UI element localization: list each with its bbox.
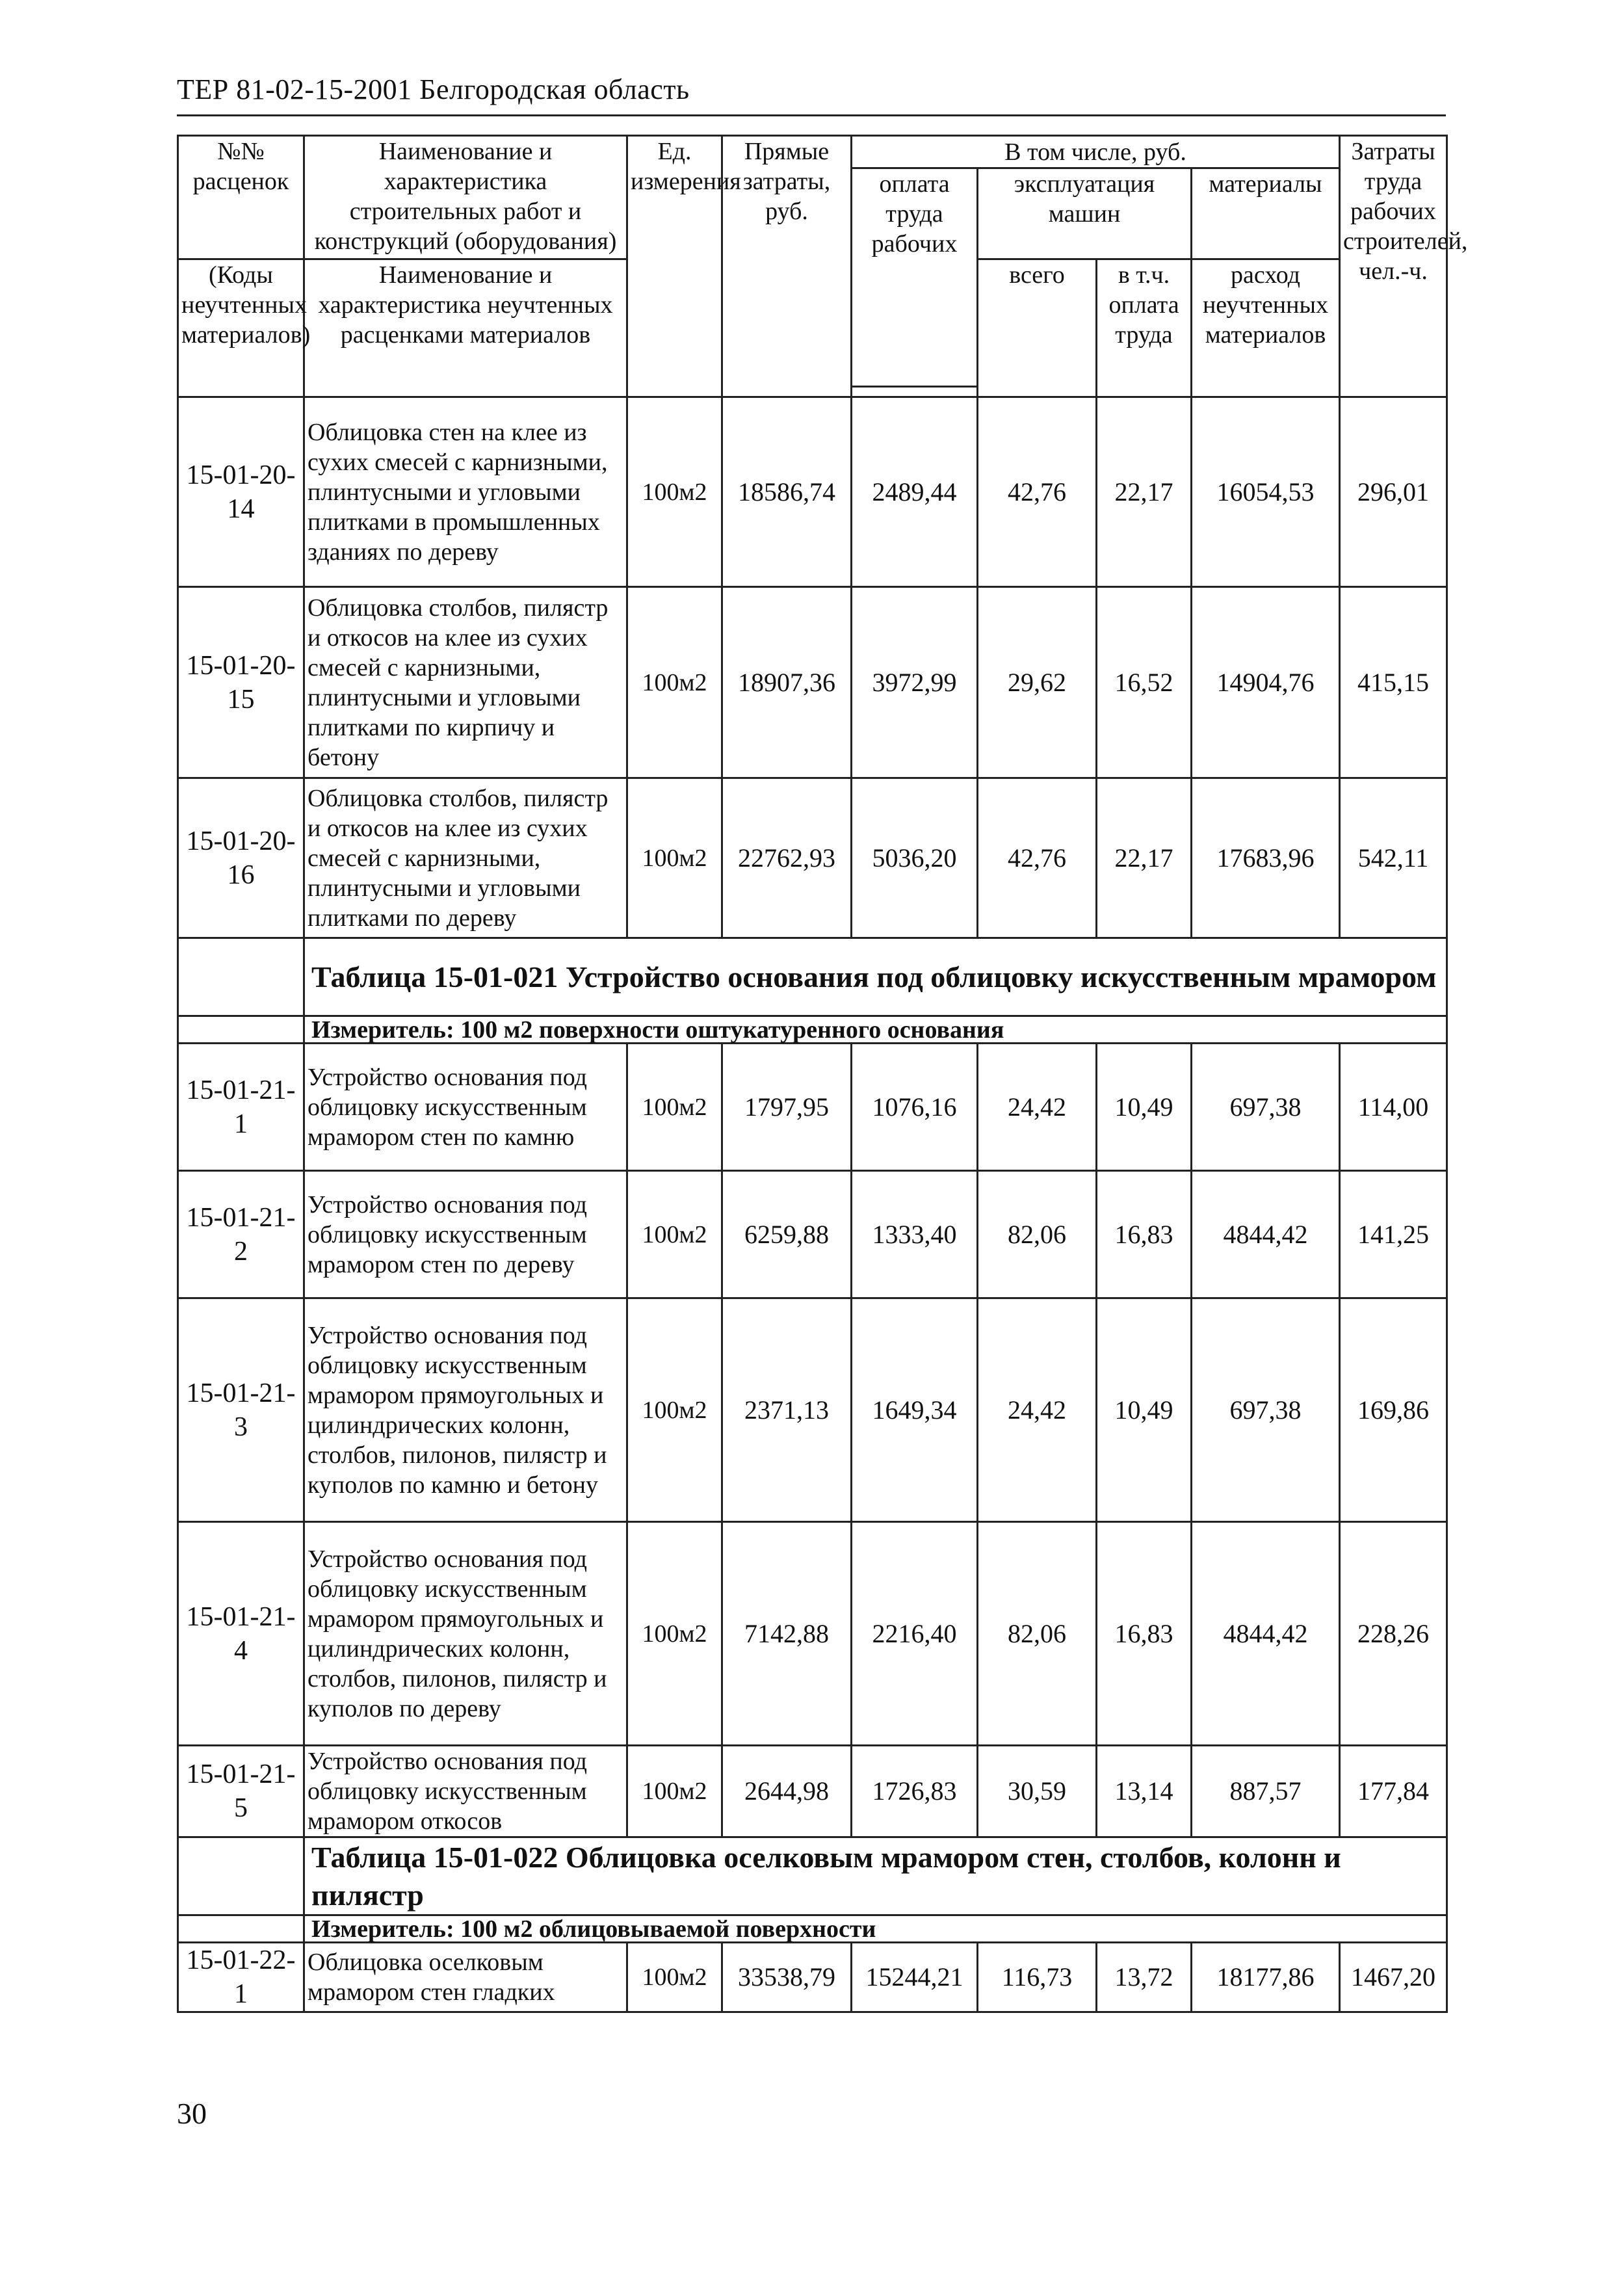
labor-pay: 1076,16	[852, 1044, 978, 1171]
rate-code: 15-01-21-4	[178, 1522, 304, 1746]
unit-of-measure: 100м2	[627, 1746, 722, 1837]
col-labor-header: оплата труда рабочих	[852, 168, 978, 387]
measure-row	[178, 1915, 1447, 1943]
materials-cost: 17683,96	[1192, 778, 1340, 938]
col-machines-total-header: всего	[978, 259, 1097, 397]
col-hours-header: Затраты труда рабочих строителей, чел.-ч.	[1340, 136, 1447, 397]
price-table	[177, 135, 1468, 2013]
labor-hours: 228,26	[1340, 1522, 1447, 1746]
work-name: Устройство основания под облицовку искусственным мрамором прямоугольных и цилиндрических колонн, столбов, пилонов, пилястр и куполов по камню и бетону	[304, 1298, 627, 1522]
direct-costs: 6259,88	[722, 1171, 852, 1298]
labor-hours: 169,86	[1340, 1298, 1447, 1522]
materials-cost: 4844,42	[1192, 1522, 1340, 1746]
unit-of-measure: 100м2	[627, 1298, 722, 1522]
labor-pay: 2489,44	[852, 397, 978, 587]
machines-labor-pay: 13,14	[1097, 1746, 1192, 1837]
machines-labor-pay: 22,17	[1097, 778, 1192, 938]
labor-pay: 5036,20	[852, 778, 978, 938]
col-materials-unaccounted-header: расход неучтенных материалов	[1192, 259, 1340, 397]
rate-code: 15-01-22-1	[178, 1943, 304, 2012]
col-unit-header: Ед. измерения	[627, 136, 722, 397]
col-name-sub-header: Наименование и характеристика неучтенных расценками материалов	[304, 259, 627, 397]
col-code-sub-header: (Коды неучтенных материалов)	[178, 259, 304, 397]
unit-of-measure: 100м2	[627, 1044, 722, 1171]
col-machines-header: эксплуатация машин	[978, 168, 1192, 259]
labor-pay: 3972,99	[852, 587, 978, 778]
table-row	[178, 1171, 1447, 1298]
section-title-row	[178, 938, 1447, 1016]
unit-of-measure: 100м2	[627, 1522, 722, 1746]
labor-pay: 1649,34	[852, 1298, 978, 1522]
section-measure: Измеритель: 100 м2 поверхности оштукатуренного основания	[304, 1016, 1447, 1044]
materials-cost: 697,38	[1192, 1044, 1340, 1171]
unit-of-measure: 100м2	[627, 778, 722, 938]
machines-total: 82,06	[978, 1522, 1097, 1746]
table-row	[178, 1746, 1447, 1837]
col-direct-header: Прямые затраты, руб.	[722, 136, 852, 397]
work-name: Облицовка стен на клее из сухих смесей с карнизными, плинтусными и угловыми плитками в промышленных зданиях по дереву	[304, 397, 627, 587]
section-title-row	[178, 1837, 1447, 1915]
machines-total: 82,06	[978, 1171, 1097, 1298]
labor-pay: 1333,40	[852, 1171, 978, 1298]
labor-pay: 1726,83	[852, 1746, 978, 1837]
labor-hours: 296,01	[1340, 397, 1447, 587]
materials-cost: 4844,42	[1192, 1171, 1340, 1298]
machines-labor-pay: 16,52	[1097, 587, 1192, 778]
direct-costs: 7142,88	[722, 1522, 852, 1746]
col-machines-labor-header: в т.ч. оплата труда	[1097, 259, 1192, 397]
work-name: Устройство основания под облицовку искусственным мрамором стен по камню	[304, 1044, 627, 1171]
col-code-header: №№ расценок	[178, 136, 304, 259]
labor-hours: 177,84	[1340, 1746, 1447, 1837]
machines-total: 42,76	[978, 397, 1097, 587]
section-measure: Измеритель: 100 м2 облицовываемой поверхности	[304, 1915, 1447, 1943]
labor-pay: 15244,21	[852, 1943, 978, 2012]
table-row	[178, 778, 1447, 938]
materials-cost: 16054,53	[1192, 397, 1340, 587]
work-name: Облицовка столбов, пилястр и откосов на клее из сухих смесей с карнизными, плинтусными и угловыми плитками по дереву	[304, 778, 627, 938]
unit-of-measure: 100м2	[627, 397, 722, 587]
machines-total: 24,42	[978, 1044, 1097, 1171]
direct-costs: 2371,13	[722, 1298, 852, 1522]
direct-costs: 1797,95	[722, 1044, 852, 1171]
direct-costs: 33538,79	[722, 1943, 852, 2012]
empty-cell	[178, 1837, 304, 1915]
document-header	[177, 70, 1446, 116]
materials-cost: 14904,76	[1192, 587, 1340, 778]
machines-total: 30,59	[978, 1746, 1097, 1837]
table-row	[178, 397, 1447, 587]
labor-hours: 1467,20	[1340, 1943, 1447, 2012]
work-name: Облицовка столбов, пилястр и откосов на клее из сухих смесей с карнизными, плинтусными и угловыми плитками по кирпичу и бетону	[304, 587, 627, 778]
machines-labor-pay: 10,49	[1097, 1044, 1192, 1171]
table-row	[178, 587, 1447, 778]
rate-code: 15-01-21-3	[178, 1298, 304, 1522]
machines-labor-pay: 16,83	[1097, 1522, 1192, 1746]
rate-code: 15-01-20-14	[178, 397, 304, 587]
unit-of-measure: 100м2	[627, 1171, 722, 1298]
labor-hours: 542,11	[1340, 778, 1447, 938]
section-title: Таблица 15-01-021 Устройство основания под облицовку искусственным мрамором	[304, 938, 1447, 1016]
direct-costs: 18907,36	[722, 587, 852, 778]
page-number: 30	[177, 2097, 207, 2130]
rate-code: 15-01-21-5	[178, 1746, 304, 1837]
direct-costs: 2644,98	[722, 1746, 852, 1837]
unit-of-measure: 100м2	[627, 587, 722, 778]
col-name-header: Наименование и характеристика строительных работ и конструкций (оборудования)	[304, 136, 627, 259]
section-title: Таблица 15-01-022 Облицовка оселковым мрамором стен, столбов, колонн и пилястр	[304, 1837, 1447, 1915]
materials-cost: 18177,86	[1192, 1943, 1340, 2012]
machines-total: 29,62	[978, 587, 1097, 778]
materials-cost: 697,38	[1192, 1298, 1340, 1522]
rate-code: 15-01-20-16	[178, 778, 304, 938]
empty-cell	[178, 938, 304, 1016]
rate-code: 15-01-20-15	[178, 587, 304, 778]
col-incl-header: В том числе, руб.	[852, 136, 1340, 168]
empty-cell	[178, 1915, 304, 1943]
machines-labor-pay: 22,17	[1097, 397, 1192, 587]
machines-total: 42,76	[978, 778, 1097, 938]
labor-hours: 141,25	[1340, 1171, 1447, 1298]
direct-costs: 18586,74	[722, 397, 852, 587]
document-title: ТЕР 81-02-15-2001 Белгородская область	[177, 73, 690, 105]
machines-total: 116,73	[978, 1943, 1097, 2012]
labor-pay: 2216,40	[852, 1522, 978, 1746]
unit-of-measure: 100м2	[627, 1943, 722, 2012]
col-materials-header: материалы	[1192, 168, 1340, 259]
machines-total: 24,42	[978, 1298, 1097, 1522]
table-row	[178, 1044, 1447, 1171]
labor-hours: 114,00	[1340, 1044, 1447, 1171]
work-name: Устройство основания под облицовку искусственным мрамором стен по дереву	[304, 1171, 627, 1298]
machines-labor-pay: 16,83	[1097, 1171, 1192, 1298]
rate-code: 15-01-21-2	[178, 1171, 304, 1298]
direct-costs: 22762,93	[722, 778, 852, 938]
materials-cost: 887,57	[1192, 1746, 1340, 1837]
work-name: Устройство основания под облицовку искусственным мрамором прямоугольных и цилиндрических колонн, столбов, пилонов, пилястр и куполов по дереву	[304, 1522, 627, 1746]
machines-labor-pay: 13,72	[1097, 1943, 1192, 2012]
table-row	[178, 1298, 1447, 1522]
header-row-1	[178, 136, 1447, 168]
rate-code: 15-01-21-1	[178, 1044, 304, 1171]
table-row	[178, 1522, 1447, 1746]
machines-labor-pay: 10,49	[1097, 1298, 1192, 1522]
measure-row	[178, 1016, 1447, 1044]
work-name: Облицовка оселковым мрамором стен гладких	[304, 1943, 627, 2012]
table-row	[178, 1943, 1447, 2012]
empty-cell	[178, 1016, 304, 1044]
labor-hours: 415,15	[1340, 587, 1447, 778]
work-name: Устройство основания под облицовку искусственным мрамором откосов	[304, 1746, 627, 1837]
